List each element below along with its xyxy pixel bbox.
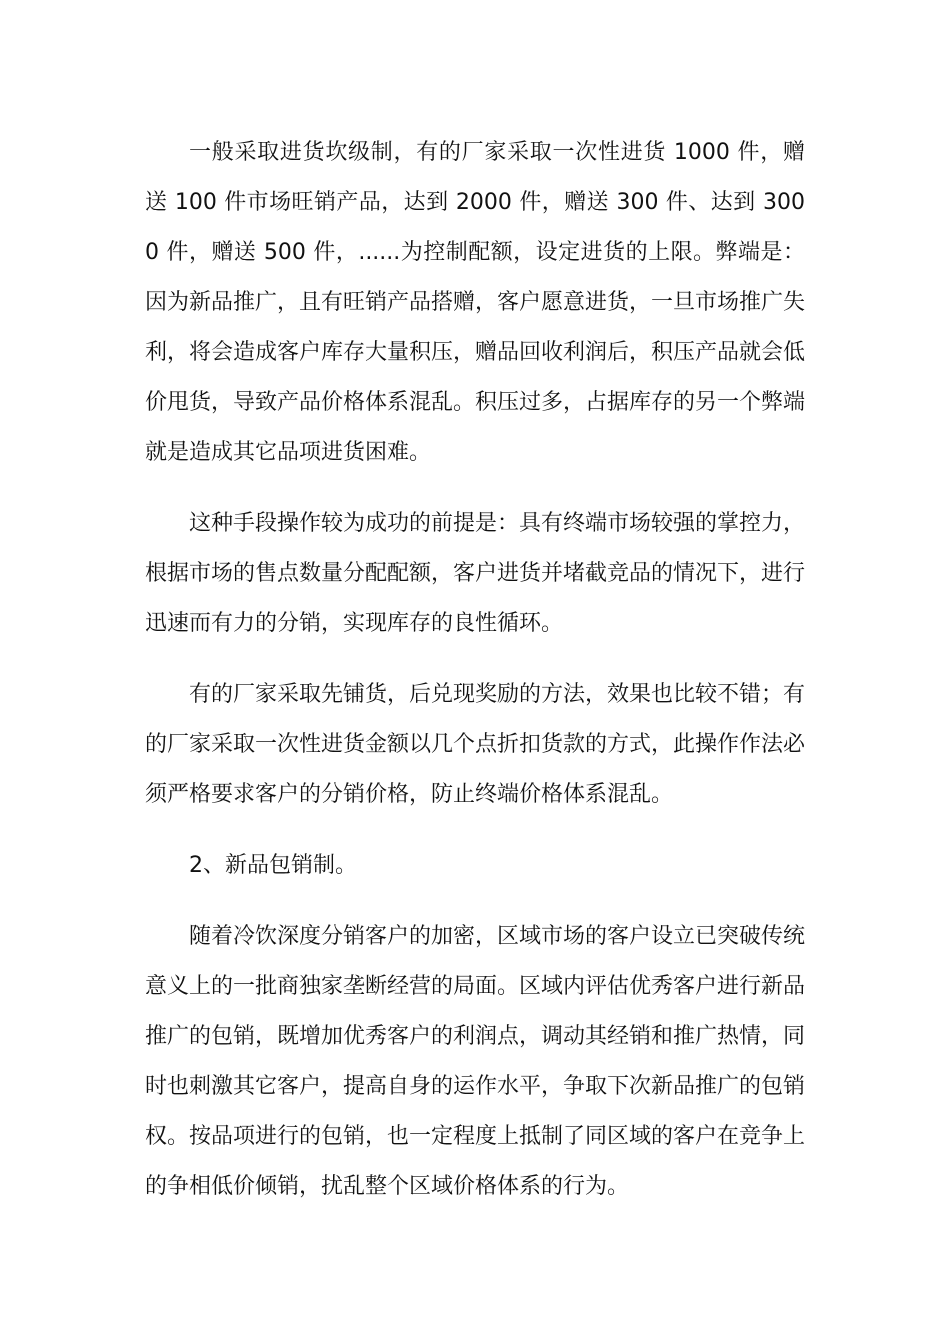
paragraph-exclusive-sales: 随着冷饮深度分销客户的加密，区域市场的客户设立已突破传统意义上的一批商独家垄断经营的局面。区域内评估优秀客户进行新品推广的包销，既增加优秀客户的利润点，调动其经销和推广热情，同时也刺激其它客户，提高自身的运作水平，争取下次新品推广的包销权。按品项进行的包销，也一定程度上抵制了同区域的客户在竞争上的争相低价倾销，扰乱整个区域价格体系的行为。: [145, 924, 806, 1199]
document-page: [145, 128, 805, 1233]
paragraph-preload-rewards: 有的厂家采取先铺货，后兑现奖励的方法，效果也比较不错；有的厂家采取一次性进货金额以几个点折扣货款的方式，此操作作法必须严格要求客户的分销价格，防止终端价格体系混乱。: [145, 682, 806, 807]
section-heading-exclusive-sales: 2、新品包销制。: [189, 853, 357, 878]
paragraph-success-premise: 这种手段操作较为成功的前提是：具有终端市场较强的掌控力，根据市场的售点数量分配配额，客户进货并堵截竞品的情况下，进行迅速而有力的分销，实现库存的良性循环。: [145, 511, 806, 636]
paragraph-tiered-purchase: 一般采取进货坎级制，有的厂家采取一次性进货 1000 件，赠送 100 件市场旺销产品，达到 2000 件，赠送 300 件、达到 3000 件，赠送 500 件，......为控制配额，设定进货的上限。弊端是：因为新品推广，且有旺销产品搭赠，客户愿意进货，一旦市场推广失利，将会造成客户库存大量积压，赠品回收利润后，积压产品就会低价甩货，导致产品价格体系混乱。积压过多，占据库存的另一个弊端就是造成其它品项进货困难。: [145, 140, 806, 465]
